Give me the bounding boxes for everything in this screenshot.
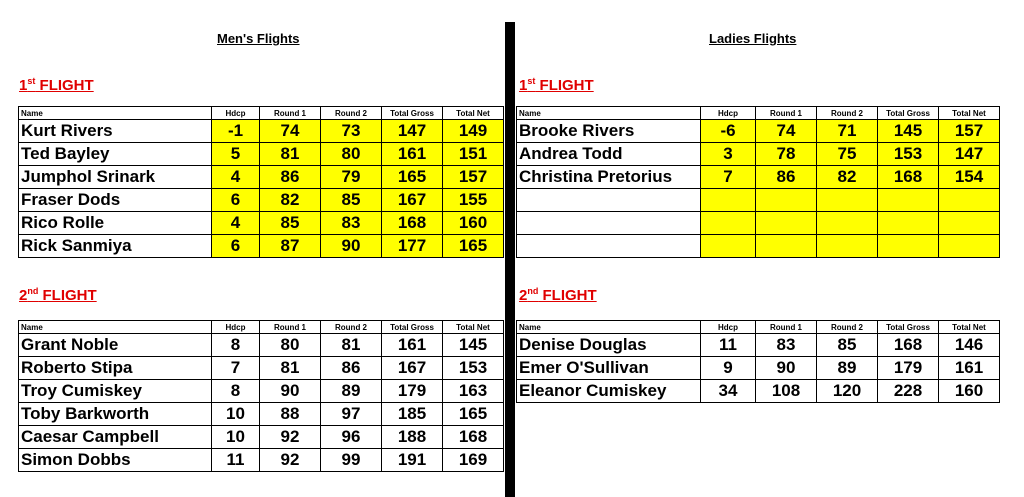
- round-2-cell: 90: [321, 235, 382, 258]
- total-net-cell: 163: [443, 380, 504, 403]
- round-2-cell: 83: [321, 212, 382, 235]
- total-gross-cell: 161: [382, 143, 443, 166]
- column-header-name: Name: [517, 107, 701, 120]
- total-gross-cell: 153: [878, 143, 939, 166]
- round-2-cell: 96: [321, 426, 382, 449]
- round-1-cell: 86: [260, 166, 321, 189]
- round-1-cell: 81: [260, 143, 321, 166]
- round-2-cell: 86: [321, 357, 382, 380]
- total-gross-cell: 147: [382, 120, 443, 143]
- table-row: [19, 143, 504, 166]
- column-header-total-net: Total Net: [939, 321, 1000, 334]
- column-header-round-2: Round 2: [817, 321, 878, 334]
- column-header-total-net: Total Net: [939, 107, 1000, 120]
- round-2-cell: [817, 189, 878, 212]
- table-row: [517, 235, 1000, 258]
- round-1-cell: 74: [260, 120, 321, 143]
- column-header-name: Name: [517, 321, 701, 334]
- table-row: [19, 189, 504, 212]
- column-header-round-1: Round 1: [756, 321, 817, 334]
- hdcp-cell: 10: [212, 426, 260, 449]
- round-1-cell: 90: [260, 380, 321, 403]
- hdcp-cell: 4: [212, 212, 260, 235]
- round-1-cell: 83: [756, 334, 817, 357]
- hdcp-cell: 8: [212, 380, 260, 403]
- column-header-total-gross: Total Gross: [382, 321, 443, 334]
- round-2-cell: 85: [817, 334, 878, 357]
- total-gross-cell: 165: [382, 166, 443, 189]
- round-1-cell: 87: [260, 235, 321, 258]
- round-1-cell: 86: [756, 166, 817, 189]
- total-net-cell: [939, 235, 1000, 258]
- column-header-round-1: Round 1: [260, 321, 321, 334]
- table-row: [19, 235, 504, 258]
- column-header-total-gross: Total Gross: [878, 321, 939, 334]
- round-2-cell: 79: [321, 166, 382, 189]
- total-gross-cell: 168: [382, 212, 443, 235]
- table-header-row: [517, 107, 1000, 120]
- column-header-total-gross: Total Gross: [878, 107, 939, 120]
- total-net-cell: 145: [443, 334, 504, 357]
- total-net-cell: 155: [443, 189, 504, 212]
- round-2-cell: 85: [321, 189, 382, 212]
- total-net-cell: 165: [443, 403, 504, 426]
- name-cell: [517, 212, 701, 235]
- total-net-cell: 147: [939, 143, 1000, 166]
- table-row: [517, 380, 1000, 403]
- hdcp-cell: 11: [212, 449, 260, 472]
- ladies-flights-heading: Ladies Flights: [709, 31, 797, 46]
- hdcp-cell: 11: [701, 334, 756, 357]
- round-2-cell: 120: [817, 380, 878, 403]
- hdcp-cell: 6: [212, 189, 260, 212]
- round-2-cell: 81: [321, 334, 382, 357]
- hdcp-cell: 3: [701, 143, 756, 166]
- name-cell: Rick Sanmiya: [19, 235, 212, 258]
- total-net-cell: 169: [443, 449, 504, 472]
- round-1-cell: 82: [260, 189, 321, 212]
- column-header-name: Name: [19, 107, 212, 120]
- column-header-round-1: Round 1: [260, 107, 321, 120]
- table-row: [517, 189, 1000, 212]
- hdcp-cell: [701, 212, 756, 235]
- round-1-cell: 81: [260, 357, 321, 380]
- hdcp-cell: 5: [212, 143, 260, 166]
- column-header-round-1: Round 1: [756, 107, 817, 120]
- table-header-row: [19, 107, 504, 120]
- table-row: [19, 426, 504, 449]
- total-net-cell: 146: [939, 334, 1000, 357]
- round-1-cell: [756, 212, 817, 235]
- total-net-cell: [939, 189, 1000, 212]
- total-gross-cell: 228: [878, 380, 939, 403]
- column-header-total-net: Total Net: [443, 107, 504, 120]
- total-gross-cell: 168: [878, 166, 939, 189]
- hdcp-cell: -1: [212, 120, 260, 143]
- center-divider: [505, 22, 515, 497]
- hdcp-cell: 7: [701, 166, 756, 189]
- total-net-cell: 168: [443, 426, 504, 449]
- name-cell: Christina Pretorius: [517, 166, 701, 189]
- column-header-round-2: Round 2: [321, 321, 382, 334]
- name-cell: Emer O'Sullivan: [517, 357, 701, 380]
- hdcp-cell: [701, 235, 756, 258]
- round-1-cell: 80: [260, 334, 321, 357]
- name-cell: [517, 189, 701, 212]
- round-2-cell: [817, 235, 878, 258]
- total-net-cell: 154: [939, 166, 1000, 189]
- round-2-cell: 99: [321, 449, 382, 472]
- total-gross-cell: [878, 189, 939, 212]
- table-row: [19, 120, 504, 143]
- total-net-cell: 151: [443, 143, 504, 166]
- total-gross-cell: 179: [878, 357, 939, 380]
- column-header-hdcp: Hdcp: [701, 107, 756, 120]
- table-row: [19, 380, 504, 403]
- column-header-round-2: Round 2: [321, 107, 382, 120]
- name-cell: Jumphol Srinark: [19, 166, 212, 189]
- name-cell: Brooke Rivers: [517, 120, 701, 143]
- table-row: [19, 357, 504, 380]
- total-gross-cell: 185: [382, 403, 443, 426]
- name-cell: Ted Bayley: [19, 143, 212, 166]
- table-row: [19, 212, 504, 235]
- total-net-cell: 161: [939, 357, 1000, 380]
- round-2-cell: 71: [817, 120, 878, 143]
- round-2-cell: 89: [321, 380, 382, 403]
- table-row: [19, 449, 504, 472]
- round-2-cell: 82: [817, 166, 878, 189]
- table-row: [19, 166, 504, 189]
- round-1-cell: [756, 235, 817, 258]
- total-gross-cell: 168: [878, 334, 939, 357]
- table-header-row: [19, 321, 504, 334]
- hdcp-cell: 10: [212, 403, 260, 426]
- ladies-second-flight-table: [516, 320, 1000, 403]
- ladies-first-flight-table: [516, 106, 1000, 258]
- column-header-total-gross: Total Gross: [382, 107, 443, 120]
- column-header-total-net: Total Net: [443, 321, 504, 334]
- total-net-cell: [939, 212, 1000, 235]
- table-row: [19, 334, 504, 357]
- name-cell: Denise Douglas: [517, 334, 701, 357]
- ladies-second-flight-title: 2nd FLIGHT: [519, 286, 597, 304]
- table-header-row: [517, 321, 1000, 334]
- total-net-cell: 157: [443, 166, 504, 189]
- total-net-cell: 165: [443, 235, 504, 258]
- table-row: [517, 143, 1000, 166]
- round-1-cell: 85: [260, 212, 321, 235]
- name-cell: Simon Dobbs: [19, 449, 212, 472]
- total-gross-cell: 161: [382, 334, 443, 357]
- name-cell: Rico Rolle: [19, 212, 212, 235]
- table-row: [517, 357, 1000, 380]
- name-cell: Grant Noble: [19, 334, 212, 357]
- round-1-cell: 92: [260, 449, 321, 472]
- name-cell: Andrea Todd: [517, 143, 701, 166]
- men-second-flight-table: [18, 320, 504, 472]
- round-2-cell: 73: [321, 120, 382, 143]
- hdcp-cell: 34: [701, 380, 756, 403]
- hdcp-cell: 9: [701, 357, 756, 380]
- name-cell: Eleanor Cumiskey: [517, 380, 701, 403]
- hdcp-cell: 4: [212, 166, 260, 189]
- round-1-cell: 78: [756, 143, 817, 166]
- column-header-round-2: Round 2: [817, 107, 878, 120]
- table-row: [517, 120, 1000, 143]
- name-cell: Fraser Dods: [19, 189, 212, 212]
- hdcp-cell: [701, 189, 756, 212]
- total-gross-cell: 179: [382, 380, 443, 403]
- name-cell: Toby Barkworth: [19, 403, 212, 426]
- total-net-cell: 149: [443, 120, 504, 143]
- ladies-first-flight-title: 1st FLIGHT: [519, 76, 594, 94]
- table-row: [517, 166, 1000, 189]
- hdcp-cell: 8: [212, 334, 260, 357]
- total-gross-cell: 188: [382, 426, 443, 449]
- round-1-cell: 92: [260, 426, 321, 449]
- round-1-cell: [756, 189, 817, 212]
- round-2-cell: 89: [817, 357, 878, 380]
- table-row: [19, 403, 504, 426]
- total-gross-cell: [878, 235, 939, 258]
- total-net-cell: 160: [443, 212, 504, 235]
- column-header-hdcp: Hdcp: [212, 107, 260, 120]
- column-header-hdcp: Hdcp: [212, 321, 260, 334]
- round-1-cell: 90: [756, 357, 817, 380]
- round-2-cell: 97: [321, 403, 382, 426]
- men-second-flight-title: 2nd FLIGHT: [19, 286, 97, 304]
- table-row: [517, 212, 1000, 235]
- hdcp-cell: 6: [212, 235, 260, 258]
- round-1-cell: 74: [756, 120, 817, 143]
- column-header-name: Name: [19, 321, 212, 334]
- total-net-cell: 160: [939, 380, 1000, 403]
- name-cell: Troy Cumiskey: [19, 380, 212, 403]
- total-gross-cell: 167: [382, 357, 443, 380]
- hdcp-cell: 7: [212, 357, 260, 380]
- total-gross-cell: 191: [382, 449, 443, 472]
- name-cell: Kurt Rivers: [19, 120, 212, 143]
- total-gross-cell: 145: [878, 120, 939, 143]
- hdcp-cell: -6: [701, 120, 756, 143]
- total-net-cell: 153: [443, 357, 504, 380]
- name-cell: Caesar Campbell: [19, 426, 212, 449]
- round-1-cell: 108: [756, 380, 817, 403]
- mens-flights-heading: Men's Flights: [217, 31, 300, 46]
- column-header-hdcp: Hdcp: [701, 321, 756, 334]
- total-net-cell: 157: [939, 120, 1000, 143]
- round-2-cell: [817, 212, 878, 235]
- name-cell: [517, 235, 701, 258]
- men-first-flight-title: 1st FLIGHT: [19, 76, 94, 94]
- round-1-cell: 88: [260, 403, 321, 426]
- round-2-cell: 75: [817, 143, 878, 166]
- total-gross-cell: 177: [382, 235, 443, 258]
- total-gross-cell: 167: [382, 189, 443, 212]
- table-row: [517, 334, 1000, 357]
- total-gross-cell: [878, 212, 939, 235]
- name-cell: Roberto Stipa: [19, 357, 212, 380]
- men-first-flight-table: [18, 106, 504, 258]
- round-2-cell: 80: [321, 143, 382, 166]
